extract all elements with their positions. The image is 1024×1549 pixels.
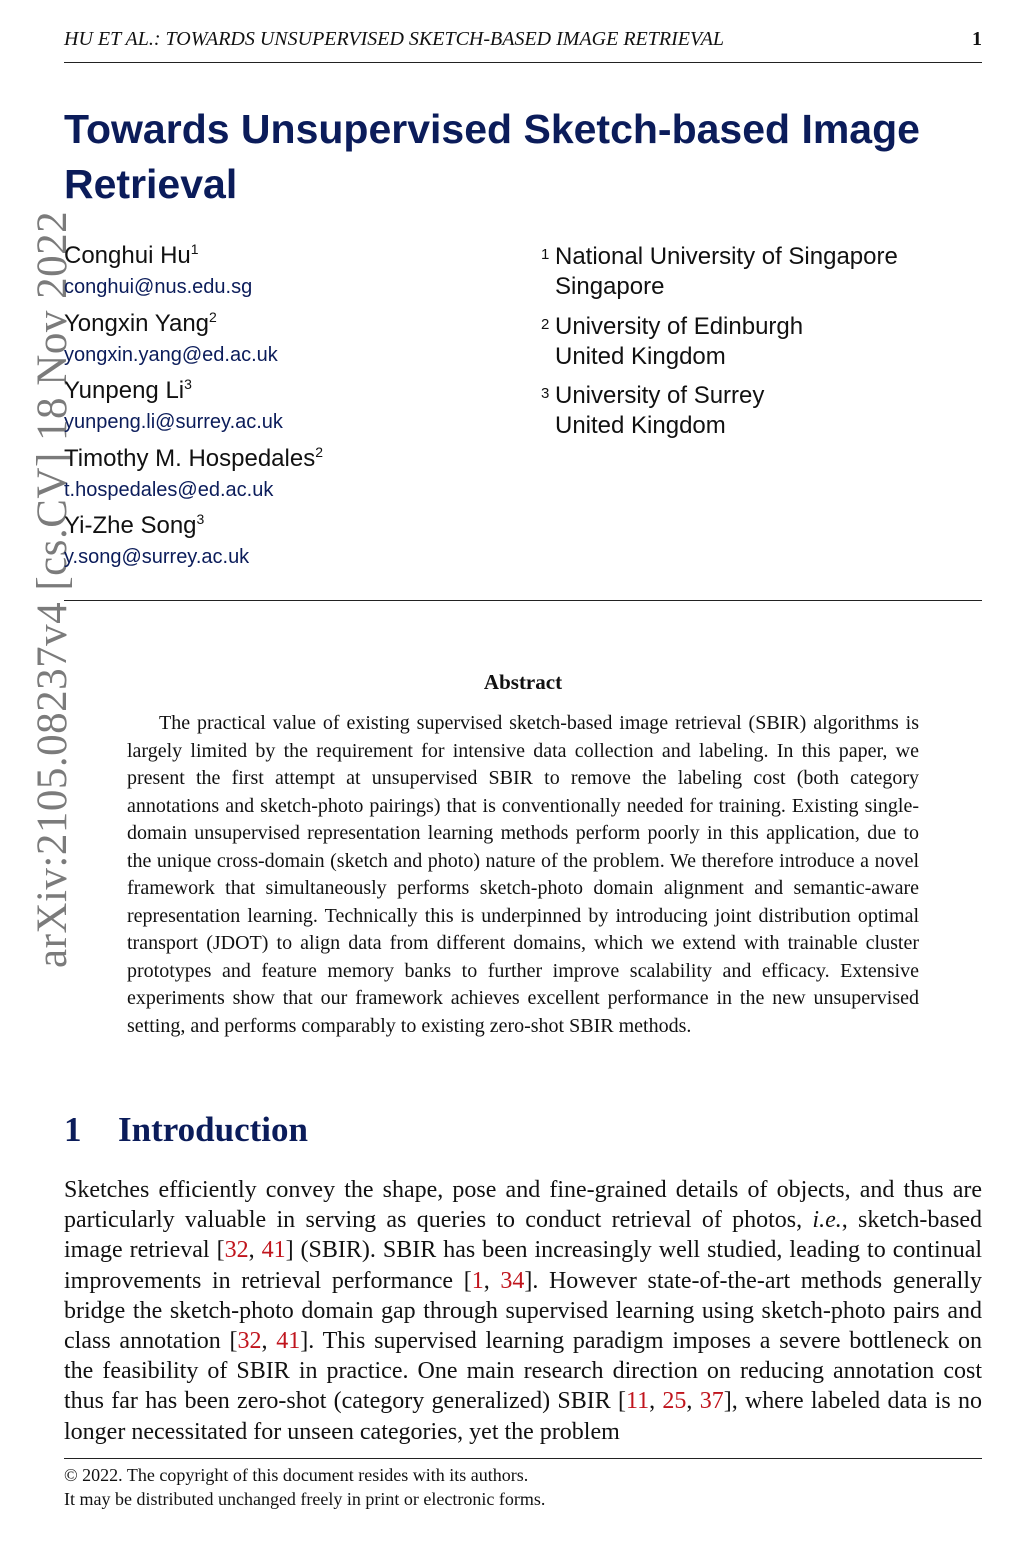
affiliation-number: 2 (541, 316, 550, 333)
intro-text: ]. However state-of-the-art methods generally bridge the sketch-photo domain gap through supervised learning using sketch-photo pairs and class annotation [ (64, 1267, 983, 1355)
page-number: 1 (972, 28, 982, 50)
copyright-notice: © 2022. The copyright of this document resides with its authors. (64, 1465, 529, 1485)
intro-text: , (261, 1328, 277, 1355)
affiliation-line1: National University of Singapore (555, 243, 898, 270)
citation-link[interactable]: 1 (471, 1267, 484, 1294)
author-name (64, 242, 199, 270)
author-name (64, 445, 323, 473)
author-affil-sup: 3 (184, 376, 192, 392)
affiliation-number: 1 (541, 246, 550, 263)
header-rule (64, 62, 982, 63)
author-email-link[interactable]: conghui@nus.edu.sg (64, 276, 253, 298)
intro-italic: i.e. (812, 1207, 842, 1234)
intro-text: ]. This supervised learning paradigm imposes a severe bottleneck on the feasibility of SBIR in practice. One main research direction on reducing annotation cost thus far has been zero-shot (category generalized) SBIR [ (64, 1328, 982, 1415)
author-name (64, 512, 204, 540)
arxiv-stamp: arXiv:2105.08237v4 [cs.CV] 18 Nov 2022 (29, 210, 76, 968)
author-name-text: Yunpeng Li (64, 377, 185, 404)
intro-text: , (649, 1388, 663, 1415)
intro-text: ] (SBIR). SBIR has been increasingly well studied, leading to continual improvements in retrieval performance [ (64, 1237, 983, 1294)
affiliation-line2: Singapore (555, 273, 665, 300)
section-heading-introduction (64, 1110, 308, 1150)
introduction-paragraph (64, 1175, 982, 1447)
intro-text: , (686, 1388, 700, 1415)
citation-link[interactable]: 32 (224, 1237, 249, 1264)
affiliation-line1: University of Surrey (555, 382, 765, 409)
author-email-link[interactable]: yongxin.yang@ed.ac.uk (64, 344, 278, 366)
intro-text: ], where labeled data is no longer necessitated for unseen categories, yet the problem (64, 1388, 982, 1445)
affiliation-number: 3 (541, 385, 550, 402)
affiliation (541, 312, 804, 372)
affiliation (541, 242, 898, 302)
intro-text: , (483, 1267, 501, 1294)
distribution-notice: It may be distributed unchanged freely in print or electronic forms. (64, 1489, 546, 1509)
author-name-text: Yi-Zhe Song (64, 512, 197, 539)
affiliation-line2: United Kingdom (555, 343, 726, 370)
author-affil-sup: 2 (209, 309, 217, 325)
section-number: 1 (64, 1110, 82, 1149)
citation-link[interactable]: 32 (237, 1328, 262, 1355)
author-name (64, 377, 192, 405)
affiliation-line1: University of Edinburgh (555, 313, 804, 340)
intro-text: Sketches efficiently convey the shape, pose and fine-grained details of objects, and thus are particularly valuable in serving as queries to conduct retrieval of photos, (64, 1177, 982, 1234)
author-name (64, 310, 217, 338)
author-email-link[interactable]: t.hospedales@ed.ac.uk (64, 479, 274, 501)
author-name-text: Conghui Hu (64, 242, 191, 269)
citation-link[interactable]: 34 (500, 1267, 525, 1294)
affiliation (541, 381, 765, 441)
paper-title: Towards Unsupervised Sketch-based Image Retrieval (64, 106, 920, 207)
citation-link[interactable]: 11 (626, 1388, 650, 1415)
author-email-link[interactable]: y.song@surrey.ac.uk (64, 546, 250, 568)
section-title: Introduction (118, 1110, 308, 1149)
citation-link[interactable]: 41 (261, 1237, 286, 1264)
abstract-heading: Abstract (483, 670, 563, 694)
abstract-body: The practical value of existing supervised sketch-based image retrieval (SBIR) algorithms is largely limited by the requirement for intensive data collection and labeling. In this paper, we present the first attempt at unsupervised SBIR to remove the labeling cost (both category annotations and sketch-photo pairings) that is conventionally needed for training. Existing single-domain unsupervised representation learning methods perform poorly in this application, due to the unique cross-domain (sketch and photo) nature of the problem. We therefore introduce a novel framework that simultaneously performs sketch-photo domain alignment and semantic-aware representation learning. Technically this is underpinned by introducing joint distribution optimal transport (JDOT) to align data from different domains, which we extend with trainable cluster prototypes and feature memory banks to further improve scalability and efficacy. Extensive experiments show that our framework achieves excellent performance in the new unsupervised setting, and performs comparably to existing zero-shot SBIR methods. (127, 712, 919, 1037)
running-head (64, 28, 982, 52)
author-email-link[interactable]: yunpeng.li@surrey.ac.uk (64, 411, 283, 433)
affiliation-line2: United Kingdom (555, 412, 726, 439)
author-name-text: Yongxin Yang (64, 310, 210, 337)
citation-link[interactable]: 41 (276, 1328, 301, 1355)
intro-text: , sketch-based image retrieval [ (64, 1207, 982, 1264)
author-affil-sup: 3 (196, 511, 205, 527)
author-name-text: Timothy M. Hospedales (64, 445, 316, 472)
running-head-text: HU ET AL.: TOWARDS UNSUPERVISED SKETCH-BASED IMAGE RETRIEVAL (64, 28, 725, 50)
author-affil-sup: 2 (315, 444, 323, 460)
author-affil-sup: 1 (190, 241, 199, 257)
author-block-rule (64, 600, 982, 601)
citation-link[interactable]: 25 (662, 1388, 687, 1415)
citation-link[interactable]: 37 (699, 1388, 724, 1415)
footnote-rule (64, 1458, 982, 1459)
intro-text: , (248, 1237, 262, 1264)
